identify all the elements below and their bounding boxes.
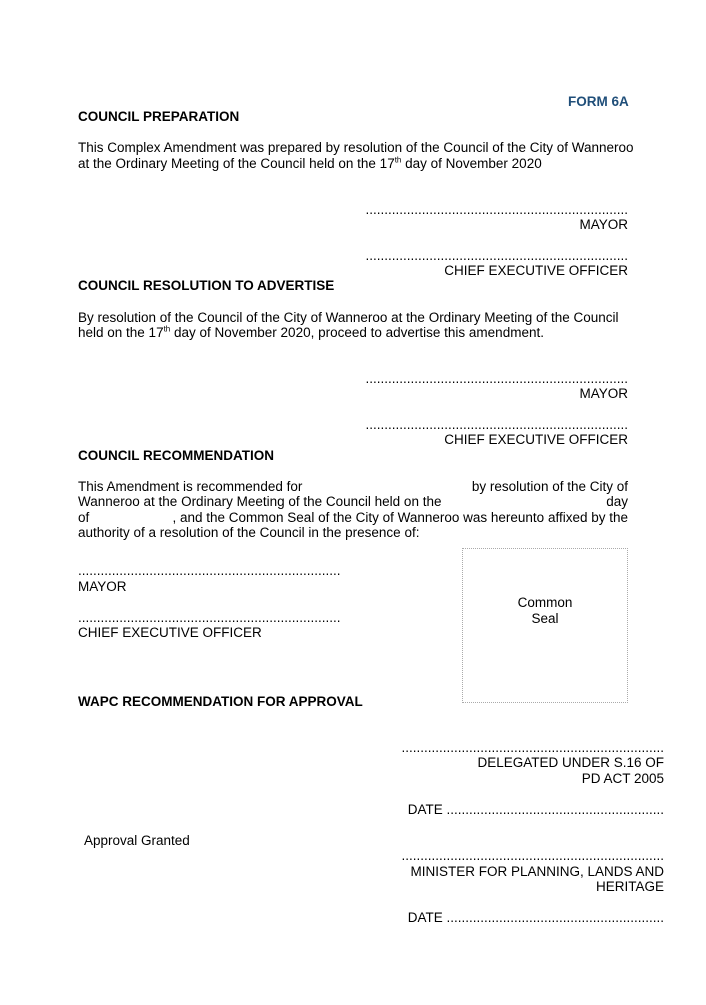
advertise-line-1: By resolution of the Council of the City of Wanneroo at the Ordinary Meeting of the Council (78, 310, 619, 325)
recommendation-line-3a: of (78, 510, 90, 525)
wapc-date-line-1: DATE .......................................................... (407, 802, 664, 817)
preparation-line-1: This Complex Amendment was prepared by resolution of the Council of the City of Wanneroo (78, 140, 634, 155)
wapc-delegated-label-1: DELEGATED UNDER S.16 OF (477, 755, 664, 770)
recommendation-line-3b: , and the Common Seal of the City of Wanneroo was hereunto affixed by the (172, 510, 628, 525)
preparation-mayor-label: MAYOR (579, 217, 628, 232)
recommendation-signature-line-ceo: ...................................................................... (78, 610, 341, 625)
wapc-delegated-label-2: PD ACT 2005 (581, 771, 664, 786)
advertise-ceo-label: CHIEF EXECUTIVE OFFICER (444, 432, 628, 447)
recommendation-line-1b: by resolution of the City of (471, 479, 628, 494)
heading-wapc-recommendation: WAPC RECOMMENDATION FOR APPROVAL (78, 694, 363, 709)
minister-label-2: HERITAGE (595, 879, 664, 894)
common-seal-box (462, 548, 628, 703)
advertise-line-2: held on the 17th day of November 2020, proceed to advertise this amendment. (78, 324, 544, 340)
preparation-line-2: at the Ordinary Meeting of the Council held on the 17th day of November 2020 (78, 155, 542, 171)
wapc-date-line-2: DATE .......................................................... (407, 910, 664, 925)
heading-council-recommendation: COUNCIL RECOMMENDATION (78, 448, 274, 463)
advertise-signature-line-mayor: ...................................................................... (365, 371, 628, 386)
wapc-signature-line-delegated: ...................................................................... (401, 740, 664, 755)
recommendation-line-2b: day (606, 494, 628, 509)
recommendation-line-1a: This Amendment is recommended for (78, 479, 303, 494)
advertise-signature-line-ceo: ...................................................................... (365, 417, 628, 432)
preparation-signature-line-mayor: ...................................................................... (365, 202, 628, 217)
recommendation-mayor-label: MAYOR (78, 579, 127, 594)
recommendation-line-2a: Wanneroo at the Ordinary Meeting of the Council held on the (78, 494, 442, 509)
approval-granted-label: Approval Granted (84, 833, 190, 848)
advertise-mayor-label: MAYOR (579, 386, 628, 401)
recommendation-ceo-label: CHIEF EXECUTIVE OFFICER (78, 625, 262, 640)
heading-council-preparation: COUNCIL PREPARATION (78, 109, 240, 124)
recommendation-signature-line-mayor: ...................................................................... (78, 563, 341, 578)
form-label: FORM 6A (568, 94, 629, 109)
wapc-signature-line-minister: ...................................................................... (401, 848, 664, 863)
minister-label-1: MINISTER FOR PLANNING, LANDS AND (410, 864, 664, 879)
preparation-ceo-label: CHIEF EXECUTIVE OFFICER (444, 263, 628, 278)
preparation-signature-line-ceo: ...................................................................... (365, 248, 628, 263)
common-seal-label: Common Seal (517, 595, 573, 626)
recommendation-line-4: authority of a resolution of the Council in the presence of: (78, 525, 420, 540)
heading-resolution-to-advertise: COUNCIL RESOLUTION TO ADVERTISE (78, 278, 335, 293)
